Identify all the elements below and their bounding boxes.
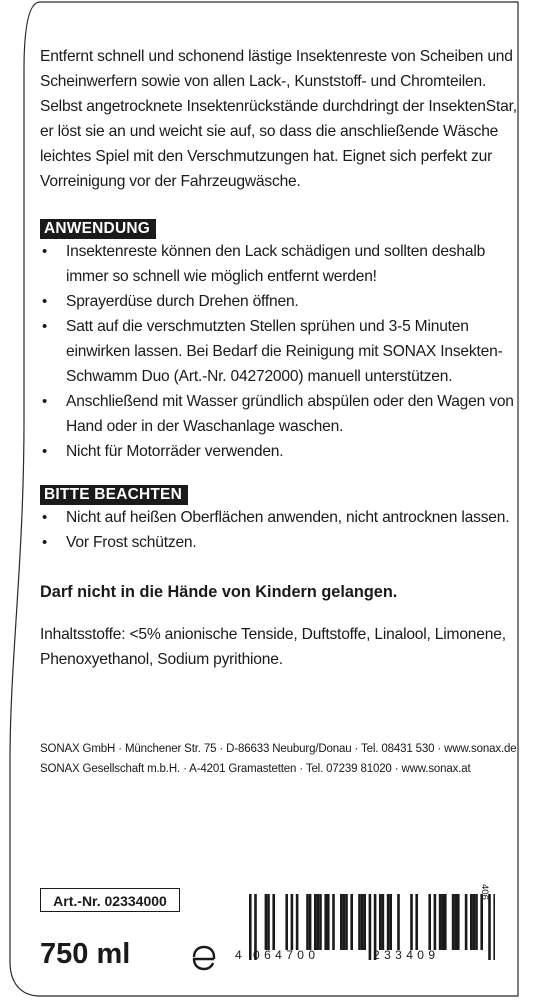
barcode	[233, 894, 495, 990]
barcode-bar	[285, 894, 288, 950]
beachten-list	[40, 505, 518, 555]
barcode-bar	[265, 894, 268, 950]
list-item: • Insektenreste können den Lack schädigen und sollten deshalb immer so schnell wie möglich entfernt werden!	[40, 239, 518, 289]
barcode-bar	[369, 894, 372, 960]
address-at: SONAX Gesellschaft m.b.H. · A-4201 Gramastetten · Tel. 07239 81020 · www.sonax.at	[40, 763, 471, 775]
label-content	[40, 44, 518, 779]
barcode-bar	[470, 894, 473, 950]
barcode-bar	[343, 894, 346, 950]
barcode-left-digits: 064700	[253, 948, 320, 962]
barcode-bar	[475, 894, 478, 950]
barcode-bar	[379, 894, 382, 950]
barcode-bar	[249, 894, 252, 960]
barcode-bar	[345, 894, 348, 950]
barcode-bar	[441, 894, 444, 950]
barcode-bar	[434, 894, 437, 950]
list-item: • Nicht für Motorräder verwenden.	[40, 439, 518, 464]
barcode-bar	[350, 894, 353, 950]
barcode-bar	[444, 894, 447, 950]
estimated-sign-icon	[188, 942, 220, 974]
barcode-bar	[317, 894, 320, 950]
barcode-bar	[296, 894, 299, 950]
barcode-bar	[272, 894, 275, 950]
barcode-bar	[324, 894, 327, 950]
barcode-bar	[387, 894, 390, 950]
barcode-bar	[454, 894, 457, 950]
barcode-bars	[233, 894, 495, 974]
list-item: • Nicht auf heißen Oberflächen anwenden, nicht antrocknen lassen.	[40, 505, 518, 530]
barcode-bar	[291, 894, 294, 950]
barcode-bar	[319, 894, 322, 950]
intro-text: Entfernt schnell und schonend lästige Insektenreste von Scheiben und Scheinwerfern sowie von allen Lack-, Kunststoff- und Chromteilen. Selbst angetrocknete Insektenrückstände durchdringt der InsektenStar, er löst sie an und weicht sie auf, so dass die anschließende Wäsche leichtes Spiel mit den Verschmutzungen hat. Eignet sich perfekt zur Vorreinigung vor der Fahrzeugwäsche.	[40, 48, 517, 190]
list-item: • Satt auf die verschmutzten Stellen sprühen und 3-5 Minuten einwirken lassen. Bei Bedarf die Reinigung mit SONAX Insekten-Schwamm Duo (Art.-Nr. 04272000) manuell unterstützen.	[40, 314, 518, 389]
barcode-bar	[314, 894, 317, 950]
barcode-bar	[309, 894, 312, 950]
ingredients-text: Inhaltsstoffe: <5% anionische Tenside, Duftstoffe, Linalool, Limonene, Phenoxyethanol, Sodium pyrithione.	[40, 626, 506, 668]
list-item: • Vor Frost schützen.	[40, 530, 518, 555]
barcode-bar	[382, 894, 385, 950]
addresses	[40, 739, 518, 779]
anwendung-list	[40, 239, 518, 464]
volume-text: 750 ml	[40, 938, 131, 970]
barcode-bar	[428, 894, 431, 950]
barcode-bar	[332, 894, 335, 950]
article-number: Art.-Nr. 02334000	[40, 888, 180, 912]
child-warning: Darf nicht in die Hände von Kindern gelangen.	[40, 583, 398, 601]
barcode-bar	[327, 894, 330, 950]
barcode-bar	[363, 894, 366, 950]
side-code: 406	[479, 884, 490, 900]
barcode-first-digit: 4	[235, 948, 242, 962]
barcode-bar	[465, 894, 468, 950]
anwendung-heading: ANWENDUNG	[40, 219, 156, 239]
barcode-bar	[488, 894, 491, 960]
beachten-heading: BITTE BEACHTEN	[40, 485, 188, 505]
barcode-bar	[493, 894, 495, 960]
barcode-bar	[361, 894, 364, 950]
barcode-bar	[439, 894, 442, 950]
barcode-bar	[415, 894, 418, 950]
barcode-bar	[410, 894, 413, 950]
barcode-bar	[389, 894, 392, 950]
barcode-bar	[457, 894, 460, 950]
barcode-bar	[452, 894, 455, 950]
barcode-bar	[473, 894, 476, 950]
barcode-bar	[306, 894, 309, 950]
barcode-bar	[358, 894, 361, 950]
list-item: • Sprayerdüse durch Drehen öffnen.	[40, 289, 518, 314]
barcode-bar	[340, 894, 343, 950]
barcode-bar	[480, 894, 483, 950]
list-item: • Anschließend mit Wasser gründlich abspülen oder den Wagen von Hand oder in der Waschanlage waschen.	[40, 389, 518, 439]
barcode-bar	[267, 894, 270, 950]
barcode-bar	[397, 894, 400, 950]
address-de: SONAX GmbH · Münchener Str. 75 · D-86633 Neuburg/Donau · Tel. 08431 530 · www.sonax.de	[40, 743, 517, 755]
barcode-right-digits: 233409	[373, 948, 440, 962]
